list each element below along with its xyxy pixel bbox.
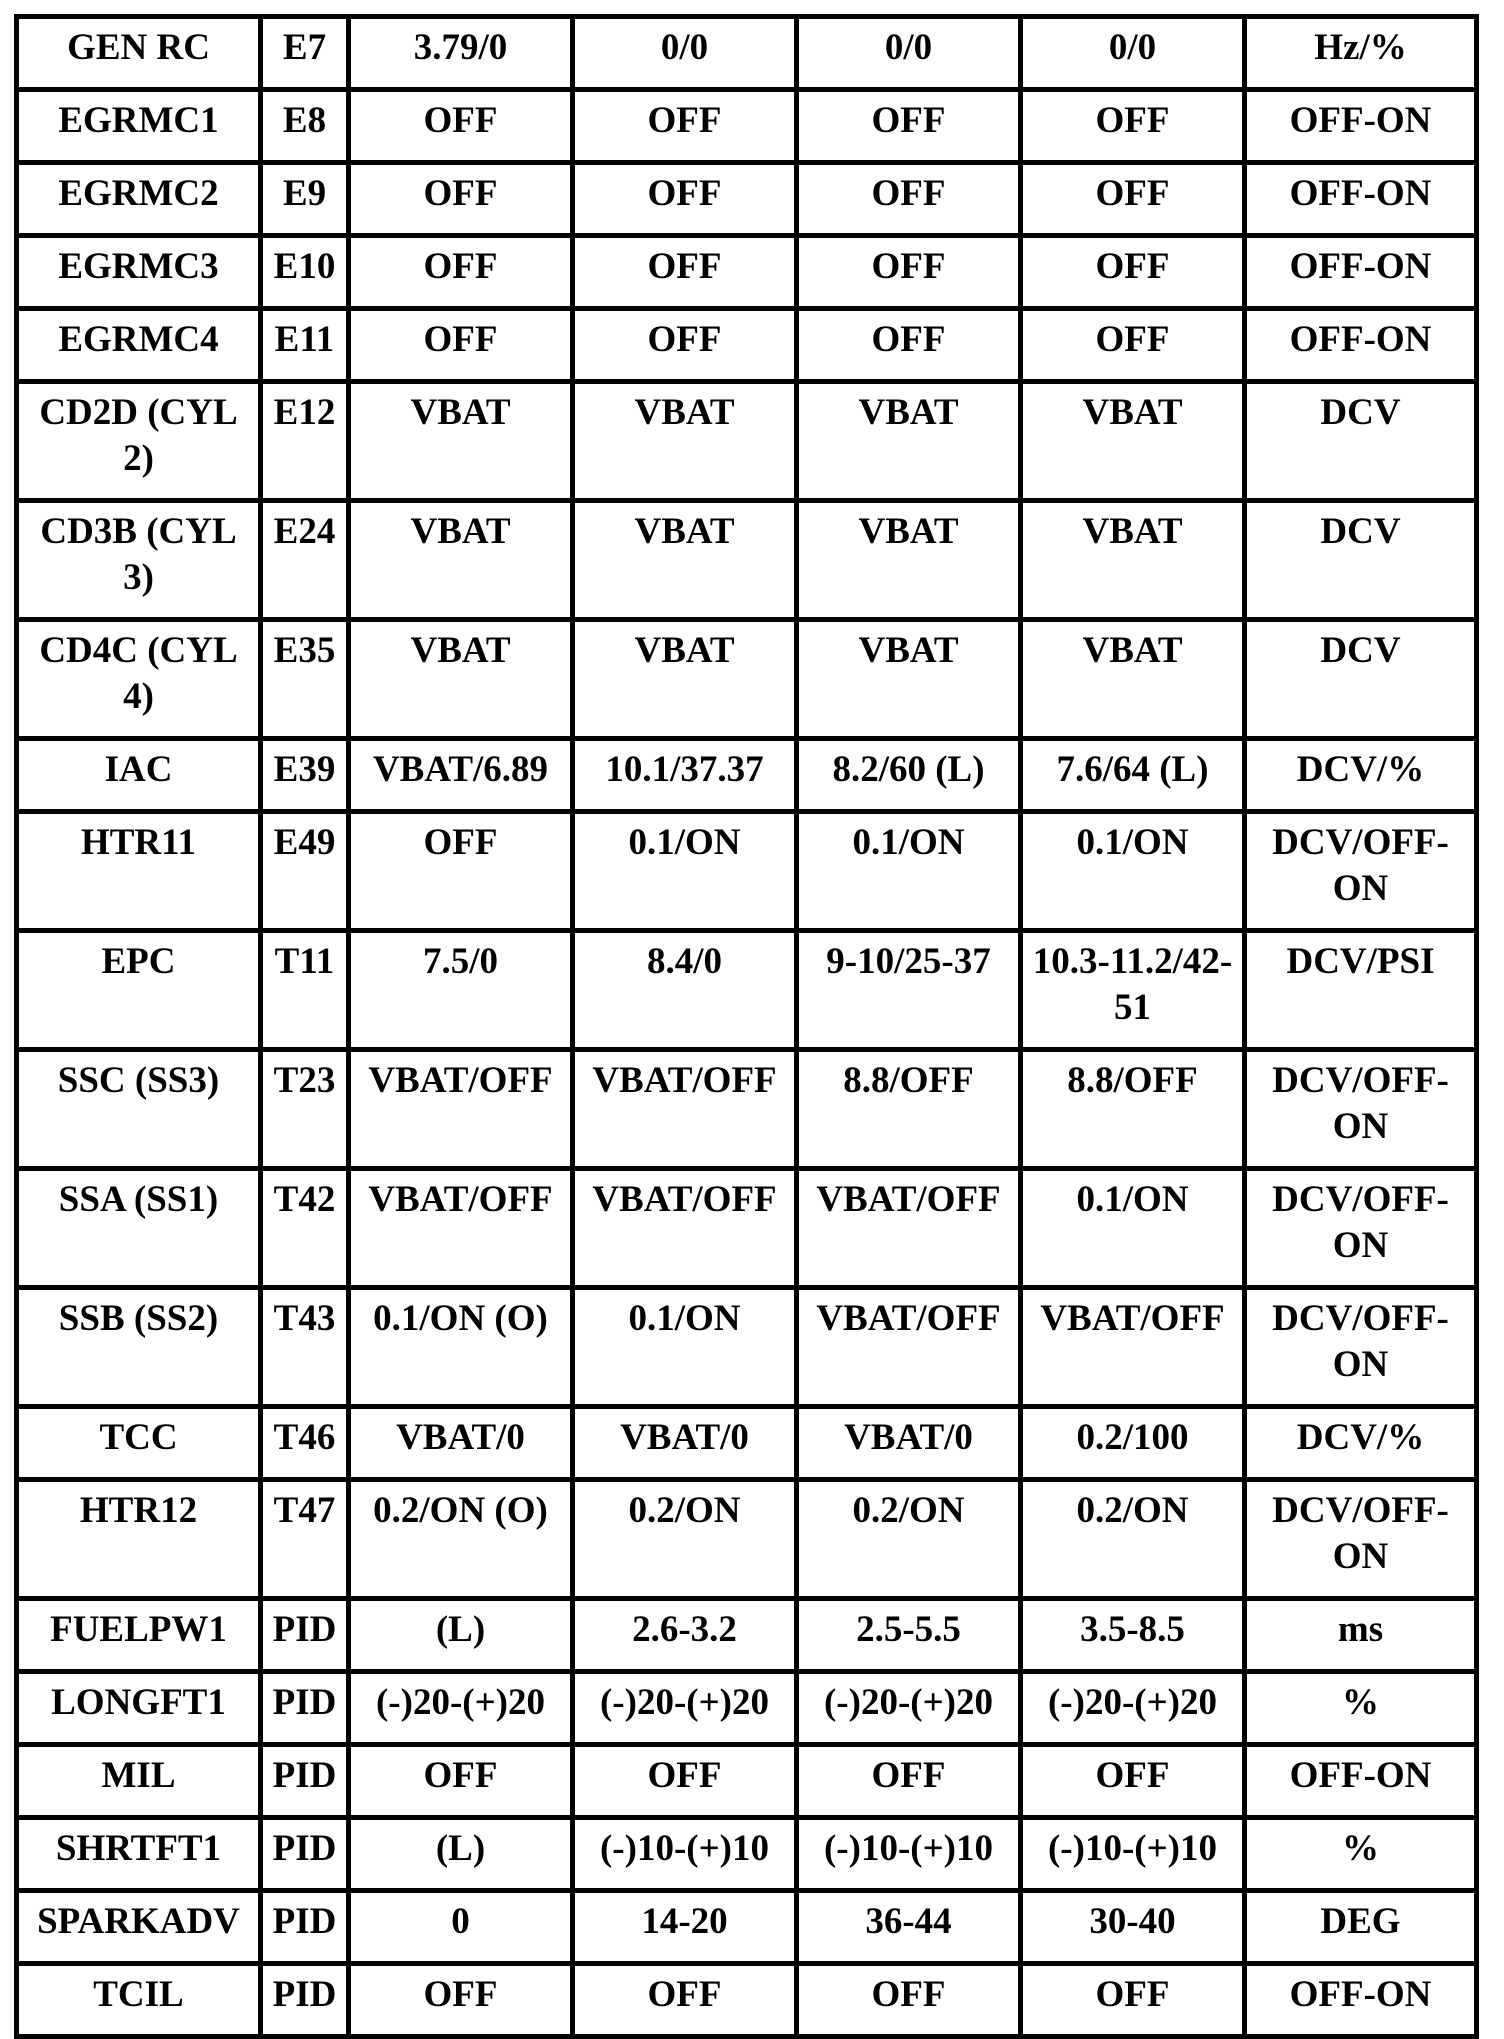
value-col1-cell: 0.2/ON (O) [349, 1480, 573, 1599]
unit-cell: DCV/OFF-ON [1245, 1169, 1477, 1288]
value-col2-cell: VBAT/OFF [573, 1050, 797, 1169]
table-row [17, 1407, 1477, 1480]
pin-cell: PID [261, 1599, 349, 1672]
value-col4-cell: (-)20-(+)20 [1021, 1672, 1245, 1745]
value-col1-cell: VBAT [349, 620, 573, 739]
pin-cell: E7 [261, 17, 349, 90]
pin-cell: E39 [261, 739, 349, 812]
value-col1-cell: VBAT [349, 382, 573, 501]
signal-name-cell: GEN RC [17, 17, 261, 90]
signal-name-cell: EGRMC1 [17, 90, 261, 163]
unit-cell: Hz/% [1245, 17, 1477, 90]
value-col3-cell: VBAT/OFF [797, 1169, 1021, 1288]
value-col3-cell: 0/0 [797, 17, 1021, 90]
table-row [17, 1964, 1477, 2037]
unit-cell: DCV [1245, 501, 1477, 620]
value-col4-cell: OFF [1021, 1745, 1245, 1818]
value-col1-cell: (L) [349, 1599, 573, 1672]
value-col4-cell: (-)10-(+)10 [1021, 1818, 1245, 1891]
pin-cell: T43 [261, 1288, 349, 1407]
value-col4-cell: 0.2/ON [1021, 1480, 1245, 1599]
signal-name-cell: IAC [17, 739, 261, 812]
unit-cell: DCV [1245, 620, 1477, 739]
value-col1-cell: VBAT/OFF [349, 1050, 573, 1169]
table-row [17, 1672, 1477, 1745]
value-col2-cell: VBAT/OFF [573, 1169, 797, 1288]
unit-cell: OFF-ON [1245, 90, 1477, 163]
value-col2-cell: 0.1/ON [573, 1288, 797, 1407]
value-col4-cell: 8.8/OFF [1021, 1050, 1245, 1169]
unit-cell: OFF-ON [1245, 1964, 1477, 2037]
table-row [17, 236, 1477, 309]
table-row [17, 1599, 1477, 1672]
table-row [17, 1480, 1477, 1599]
table-body [17, 17, 1477, 2037]
pin-cell: E12 [261, 382, 349, 501]
value-col3-cell: VBAT [797, 382, 1021, 501]
unit-cell: DCV/OFF-ON [1245, 1288, 1477, 1407]
signal-name-cell: SSB (SS2) [17, 1288, 261, 1407]
value-col1-cell: VBAT/OFF [349, 1169, 573, 1288]
value-col4-cell: 0.2/100 [1021, 1407, 1245, 1480]
signal-name-cell: SSC (SS3) [17, 1050, 261, 1169]
value-col2-cell: VBAT [573, 382, 797, 501]
value-col2-cell: 8.4/0 [573, 931, 797, 1050]
signal-name-cell: SPARKADV [17, 1891, 261, 1964]
signal-name-cell: TCC [17, 1407, 261, 1480]
value-col4-cell: VBAT [1021, 620, 1245, 739]
pin-cell: T42 [261, 1169, 349, 1288]
value-col4-cell: 7.6/64 (L) [1021, 739, 1245, 812]
signal-name-cell: CD3B (CYL 3) [17, 501, 261, 620]
value-col3-cell: VBAT [797, 501, 1021, 620]
value-col2-cell: 10.1/37.37 [573, 739, 797, 812]
pin-cell: T46 [261, 1407, 349, 1480]
unit-cell: OFF-ON [1245, 1745, 1477, 1818]
value-col2-cell: OFF [573, 1964, 797, 2037]
unit-cell: DEG [1245, 1891, 1477, 1964]
signal-name-cell: SSA (SS1) [17, 1169, 261, 1288]
unit-cell: DCV [1245, 382, 1477, 501]
unit-cell: DCV/% [1245, 739, 1477, 812]
value-col1-cell: 3.79/0 [349, 17, 573, 90]
value-col3-cell: OFF [797, 236, 1021, 309]
diagnostic-spec-table [14, 14, 1479, 2039]
table-row [17, 931, 1477, 1050]
value-col1-cell: OFF [349, 1745, 573, 1818]
value-col4-cell: OFF [1021, 90, 1245, 163]
value-col1-cell: (-)20-(+)20 [349, 1672, 573, 1745]
signal-name-cell: EGRMC4 [17, 309, 261, 382]
value-col1-cell: OFF [349, 163, 573, 236]
value-col4-cell: OFF [1021, 163, 1245, 236]
table-row [17, 620, 1477, 739]
value-col4-cell: 10.3-11.2/42-51 [1021, 931, 1245, 1050]
value-col3-cell: 8.8/OFF [797, 1050, 1021, 1169]
signal-name-cell: EPC [17, 931, 261, 1050]
value-col3-cell: (-)10-(+)10 [797, 1818, 1021, 1891]
signal-name-cell: CD4C (CYL 4) [17, 620, 261, 739]
value-col2-cell: (-)20-(+)20 [573, 1672, 797, 1745]
pin-cell: PID [261, 1891, 349, 1964]
pin-cell: PID [261, 1745, 349, 1818]
value-col2-cell: VBAT [573, 501, 797, 620]
value-col3-cell: 2.5-5.5 [797, 1599, 1021, 1672]
unit-cell: DCV/OFF-ON [1245, 812, 1477, 931]
value-col3-cell: 8.2/60 (L) [797, 739, 1021, 812]
table-row [17, 1050, 1477, 1169]
unit-cell: DCV/OFF-ON [1245, 1050, 1477, 1169]
value-col2-cell: 2.6-3.2 [573, 1599, 797, 1672]
value-col4-cell: 0.1/ON [1021, 812, 1245, 931]
value-col2-cell: OFF [573, 163, 797, 236]
value-col1-cell: VBAT [349, 501, 573, 620]
signal-name-cell: SHRTFT1 [17, 1818, 261, 1891]
value-col1-cell: 0 [349, 1891, 573, 1964]
signal-name-cell: HTR12 [17, 1480, 261, 1599]
value-col1-cell: OFF [349, 236, 573, 309]
table-row [17, 1288, 1477, 1407]
table-row [17, 1169, 1477, 1288]
value-col2-cell: OFF [573, 309, 797, 382]
table-row [17, 163, 1477, 236]
table-row [17, 17, 1477, 90]
value-col1-cell: (L) [349, 1818, 573, 1891]
value-col3-cell: 0.2/ON [797, 1480, 1021, 1599]
pin-cell: E24 [261, 501, 349, 620]
unit-cell: DCV/OFF-ON [1245, 1480, 1477, 1599]
value-col3-cell: OFF [797, 1964, 1021, 2037]
table-row [17, 739, 1477, 812]
pin-cell: E11 [261, 309, 349, 382]
table-row [17, 1818, 1477, 1891]
pin-cell: T23 [261, 1050, 349, 1169]
value-col1-cell: OFF [349, 309, 573, 382]
value-col1-cell: OFF [349, 1964, 573, 2037]
unit-cell: OFF-ON [1245, 236, 1477, 309]
pin-cell: T11 [261, 931, 349, 1050]
signal-name-cell: TCIL [17, 1964, 261, 2037]
table-row [17, 1745, 1477, 1818]
value-col1-cell: VBAT/0 [349, 1407, 573, 1480]
unit-cell: OFF-ON [1245, 163, 1477, 236]
value-col3-cell: OFF [797, 309, 1021, 382]
table-row [17, 90, 1477, 163]
value-col3-cell: 0.1/ON [797, 812, 1021, 931]
value-col4-cell: VBAT [1021, 501, 1245, 620]
value-col3-cell: VBAT/OFF [797, 1288, 1021, 1407]
value-col3-cell: OFF [797, 163, 1021, 236]
value-col4-cell: VBAT/OFF [1021, 1288, 1245, 1407]
pin-cell: PID [261, 1964, 349, 2037]
value-col1-cell: 0.1/ON (O) [349, 1288, 573, 1407]
table-row [17, 382, 1477, 501]
value-col2-cell: VBAT/0 [573, 1407, 797, 1480]
pin-cell: E49 [261, 812, 349, 931]
value-col3-cell: OFF [797, 90, 1021, 163]
spec-table-page [14, 14, 1474, 2039]
value-col4-cell: 0/0 [1021, 17, 1245, 90]
value-col1-cell: OFF [349, 812, 573, 931]
unit-cell: % [1245, 1818, 1477, 1891]
value-col3-cell: VBAT/0 [797, 1407, 1021, 1480]
pin-cell: PID [261, 1818, 349, 1891]
pin-cell: E8 [261, 90, 349, 163]
value-col3-cell: (-)20-(+)20 [797, 1672, 1021, 1745]
value-col4-cell: 3.5-8.5 [1021, 1599, 1245, 1672]
signal-name-cell: CD2D (CYL 2) [17, 382, 261, 501]
pin-cell: PID [261, 1672, 349, 1745]
value-col3-cell: 36-44 [797, 1891, 1021, 1964]
value-col2-cell: VBAT [573, 620, 797, 739]
unit-cell: DCV/PSI [1245, 931, 1477, 1050]
value-col2-cell: 0/0 [573, 17, 797, 90]
unit-cell: % [1245, 1672, 1477, 1745]
value-col2-cell: 0.1/ON [573, 812, 797, 931]
table-row [17, 1891, 1477, 1964]
value-col2-cell: 0.2/ON [573, 1480, 797, 1599]
value-col1-cell: 7.5/0 [349, 931, 573, 1050]
pin-cell: E10 [261, 236, 349, 309]
value-col4-cell: OFF [1021, 236, 1245, 309]
table-row [17, 501, 1477, 620]
value-col1-cell: OFF [349, 90, 573, 163]
value-col3-cell: OFF [797, 1745, 1021, 1818]
signal-name-cell: FUELPW1 [17, 1599, 261, 1672]
signal-name-cell: EGRMC3 [17, 236, 261, 309]
signal-name-cell: MIL [17, 1745, 261, 1818]
value-col4-cell: VBAT [1021, 382, 1245, 501]
signal-name-cell: LONGFT1 [17, 1672, 261, 1745]
unit-cell: DCV/% [1245, 1407, 1477, 1480]
unit-cell: ms [1245, 1599, 1477, 1672]
pin-cell: E9 [261, 163, 349, 236]
value-col3-cell: VBAT [797, 620, 1021, 739]
value-col3-cell: 9-10/25-37 [797, 931, 1021, 1050]
value-col2-cell: 14-20 [573, 1891, 797, 1964]
value-col2-cell: OFF [573, 236, 797, 309]
table-row [17, 309, 1477, 382]
value-col4-cell: OFF [1021, 309, 1245, 382]
value-col2-cell: (-)10-(+)10 [573, 1818, 797, 1891]
value-col2-cell: OFF [573, 1745, 797, 1818]
signal-name-cell: HTR11 [17, 812, 261, 931]
unit-cell: OFF-ON [1245, 309, 1477, 382]
value-col4-cell: 30-40 [1021, 1891, 1245, 1964]
value-col4-cell: 0.1/ON [1021, 1169, 1245, 1288]
table-row [17, 812, 1477, 931]
pin-cell: E35 [261, 620, 349, 739]
pin-cell: T47 [261, 1480, 349, 1599]
value-col4-cell: OFF [1021, 1964, 1245, 2037]
value-col1-cell: VBAT/6.89 [349, 739, 573, 812]
value-col2-cell: OFF [573, 90, 797, 163]
signal-name-cell: EGRMC2 [17, 163, 261, 236]
